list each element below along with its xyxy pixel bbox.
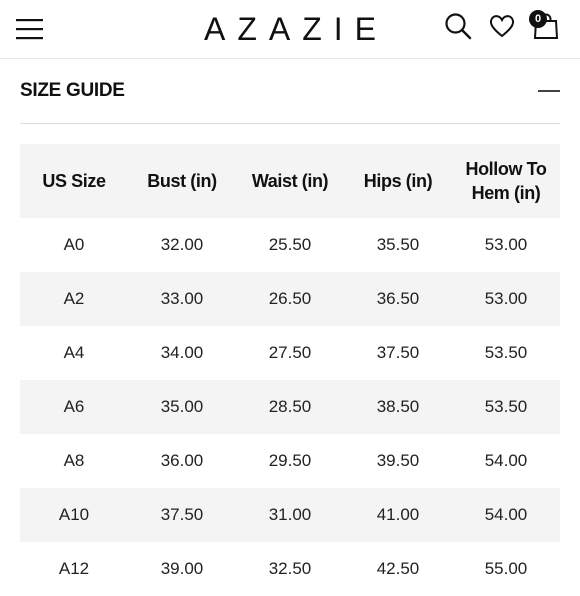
hamburger-menu-icon[interactable] — [16, 17, 44, 41]
table-cell: 41.00 — [376, 505, 420, 524]
top-header — [0, 0, 580, 59]
table-cell: 55.00 — [484, 559, 528, 578]
search-icon[interactable] — [444, 12, 472, 40]
size-table-container — [20, 144, 560, 596]
table-cell: 32.50 — [268, 559, 312, 578]
table-cell: 26.50 — [268, 289, 312, 308]
table-cell: 29.50 — [268, 451, 312, 470]
header-actions — [444, 12, 560, 40]
table-row — [20, 488, 560, 542]
table-cell: A12 — [58, 559, 90, 578]
table-cell: A10 — [58, 505, 90, 524]
table-cell: 37.50 — [376, 343, 420, 362]
table-cell: 27.50 — [268, 343, 312, 362]
table-row — [20, 434, 560, 488]
column-header: Waist (in) — [251, 171, 329, 191]
table-cell: 25.50 — [268, 235, 312, 254]
table-cell: A0 — [63, 235, 85, 254]
table-cell: 34.00 — [160, 343, 204, 362]
table-cell: 35.00 — [160, 397, 204, 416]
table-cell: 33.00 — [160, 289, 204, 308]
table-row — [20, 272, 560, 326]
table-cell: 54.00 — [484, 505, 528, 524]
table-cell: 32.00 — [160, 235, 204, 254]
table-cell: 39.00 — [160, 559, 204, 578]
table-cell: 53.50 — [484, 343, 528, 362]
table-cell: 53.00 — [484, 235, 528, 254]
table-cell: 35.50 — [376, 235, 420, 254]
section-title: SIZE GUIDE — [20, 80, 125, 101]
table-row — [20, 218, 560, 272]
size-guide-header[interactable] — [20, 59, 560, 124]
brand-logo[interactable]: AZAZIE — [203, 10, 388, 47]
size-table — [20, 144, 560, 596]
column-header: Hollow To Hem (in) — [465, 159, 547, 203]
table-cell: A2 — [63, 289, 85, 308]
shopping-bag-button[interactable] — [532, 12, 560, 40]
heart-icon[interactable] — [488, 12, 516, 40]
table-header-row — [20, 144, 560, 218]
table-row — [20, 380, 560, 434]
table-cell: 39.50 — [376, 451, 420, 470]
column-header: US Size — [42, 171, 106, 191]
table-cell: 36.50 — [376, 289, 420, 308]
table-cell: 38.50 — [376, 397, 420, 416]
cart-count-badge: 0 — [529, 10, 547, 28]
column-header: Hips (in) — [363, 171, 433, 191]
table-cell: 31.00 — [268, 505, 312, 524]
table-cell: 53.50 — [484, 397, 528, 416]
table-row — [20, 542, 560, 596]
table-cell: 37.50 — [160, 505, 204, 524]
table-cell: A6 — [63, 397, 85, 416]
table-cell: A8 — [63, 451, 85, 470]
column-header: Bust (in) — [147, 171, 217, 191]
collapse-icon[interactable] — [538, 80, 560, 102]
table-cell: 28.50 — [268, 397, 312, 416]
table-cell: 36.00 — [160, 451, 204, 470]
table-cell: 54.00 — [484, 451, 528, 470]
table-row — [20, 326, 560, 380]
table-cell: 42.50 — [376, 559, 420, 578]
table-cell: A4 — [63, 343, 85, 362]
table-cell: 53.00 — [484, 289, 528, 308]
